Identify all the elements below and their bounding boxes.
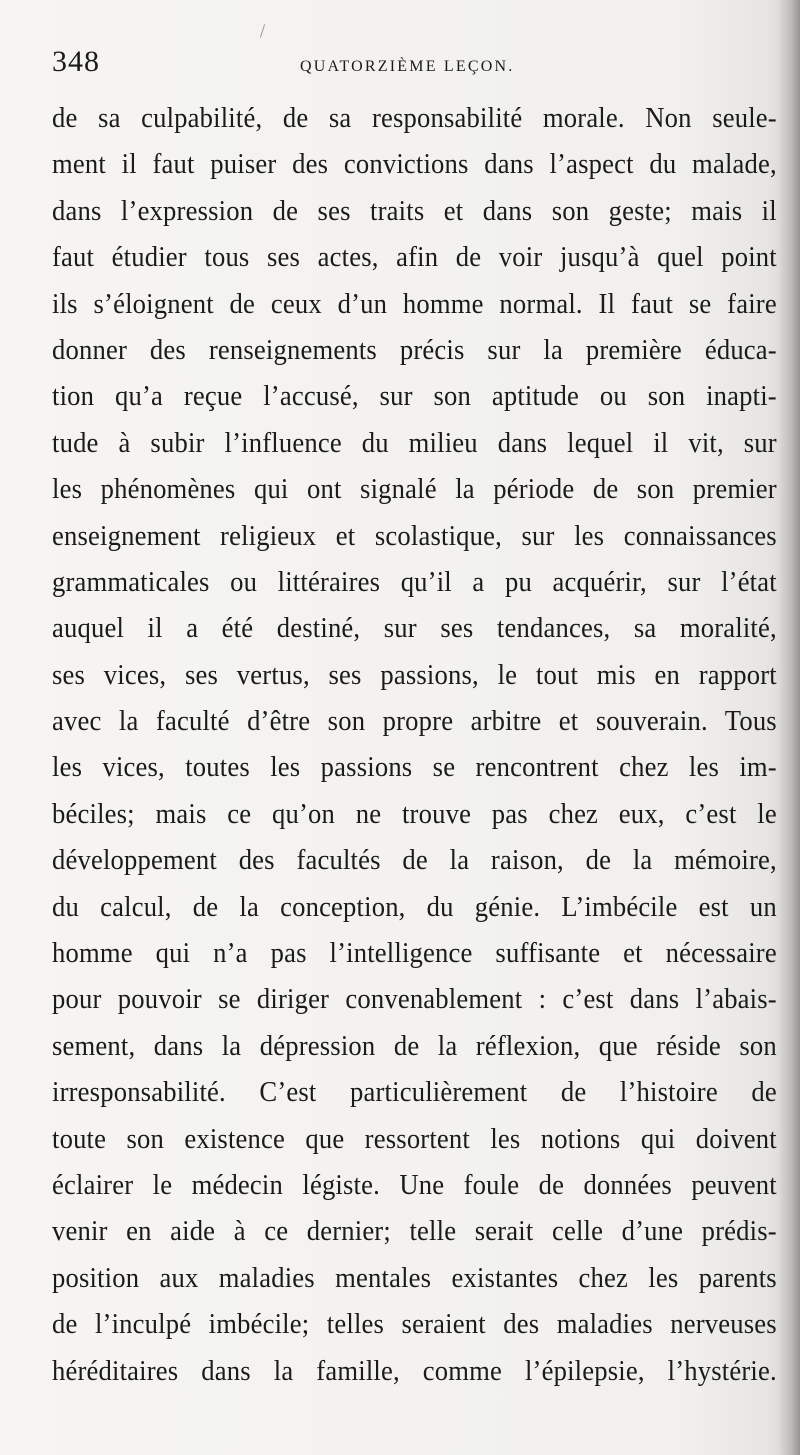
text-line: position aux maladies mentales existantes chez les parents <box>52 1262 777 1294</box>
text-line: les phénomènes qui ont signalé la période de son premier <box>52 474 777 506</box>
text-line: dans l’expression de ses traits et dans son geste; mais il <box>52 195 777 227</box>
text-line: avec la faculté d’être son propre arbitre et souverain. Tous <box>52 706 777 738</box>
text-line: de sa culpabilité, de sa responsabilité morale. Non seule- <box>52 103 777 134</box>
text-line: tude à subir l’influence du milieu dans lequel il vit, sur <box>52 427 777 459</box>
text-line: sement, dans la dépression de la réflexion, que réside son <box>52 1030 777 1062</box>
page-edge-shadow <box>778 0 800 1455</box>
text-line: développement des facultés de la raison, de la mémoire, <box>52 845 777 877</box>
text-line: homme qui n’a pas l’intelligence suffisante et nécessaire <box>52 938 777 970</box>
text-line: ses vices, ses vertus, ses passions, le tout mis en rapport <box>52 659 777 691</box>
text-line: donner des renseignements précis sur la première éduca- <box>52 334 777 366</box>
text-line: irresponsabilité. C’est particulièrement de l’histoire de <box>52 1077 777 1109</box>
text-line: béciles; mais ce qu’on ne trouve pas chez eux, c’est le <box>52 798 777 830</box>
text-line: auquel il a été destiné, sur ses tendances, sa moralité, <box>52 613 777 645</box>
text-line: grammaticales ou littéraires qu’il a pu acquérir, sur l’état <box>52 566 777 598</box>
text-line: les vices, toutes les passions se rencontrent chez les im- <box>52 752 777 784</box>
text-line: pour pouvoir se diriger convenablement : c’est dans l’abais- <box>52 984 777 1016</box>
running-head: QUATORZIÈME LEÇON. <box>300 58 515 75</box>
text-line: venir en aide à ce dernier; telle serait celle d’une prédis- <box>52 1216 777 1248</box>
ink-speck <box>260 24 265 38</box>
text-line: ils s’éloignent de ceux d’un homme normal. Il faut se faire <box>52 288 777 320</box>
text-line: héréditaires dans la famille, comme l’épilepsie, l’hystérie. <box>52 1355 777 1387</box>
page-header <box>52 42 767 92</box>
text-line: du calcul, de la conception, du génie. L’imbécile est un <box>52 891 777 923</box>
text-line: de l’inculpé imbécile; telles seraient des maladies nerveuses <box>52 1309 777 1341</box>
text-line: toute son existence que ressortent les notions qui doivent <box>52 1123 777 1155</box>
text-line: éclairer le médecin légiste. Une foule de données peuvent <box>52 1169 777 1201</box>
text-line: tion qu’a reçue l’accusé, sur son aptitude ou son inapti- <box>52 381 777 413</box>
body-text <box>52 96 777 1395</box>
text-line: faut étudier tous ses actes, afin de voir jusqu’à quel point <box>52 242 777 274</box>
text-line: ment il faut puiser des convictions dans l’aspect du malade, <box>52 149 777 181</box>
page-number: 348 <box>52 45 100 78</box>
text-line: enseignement religieux et scolastique, sur les connaissances <box>52 520 777 552</box>
